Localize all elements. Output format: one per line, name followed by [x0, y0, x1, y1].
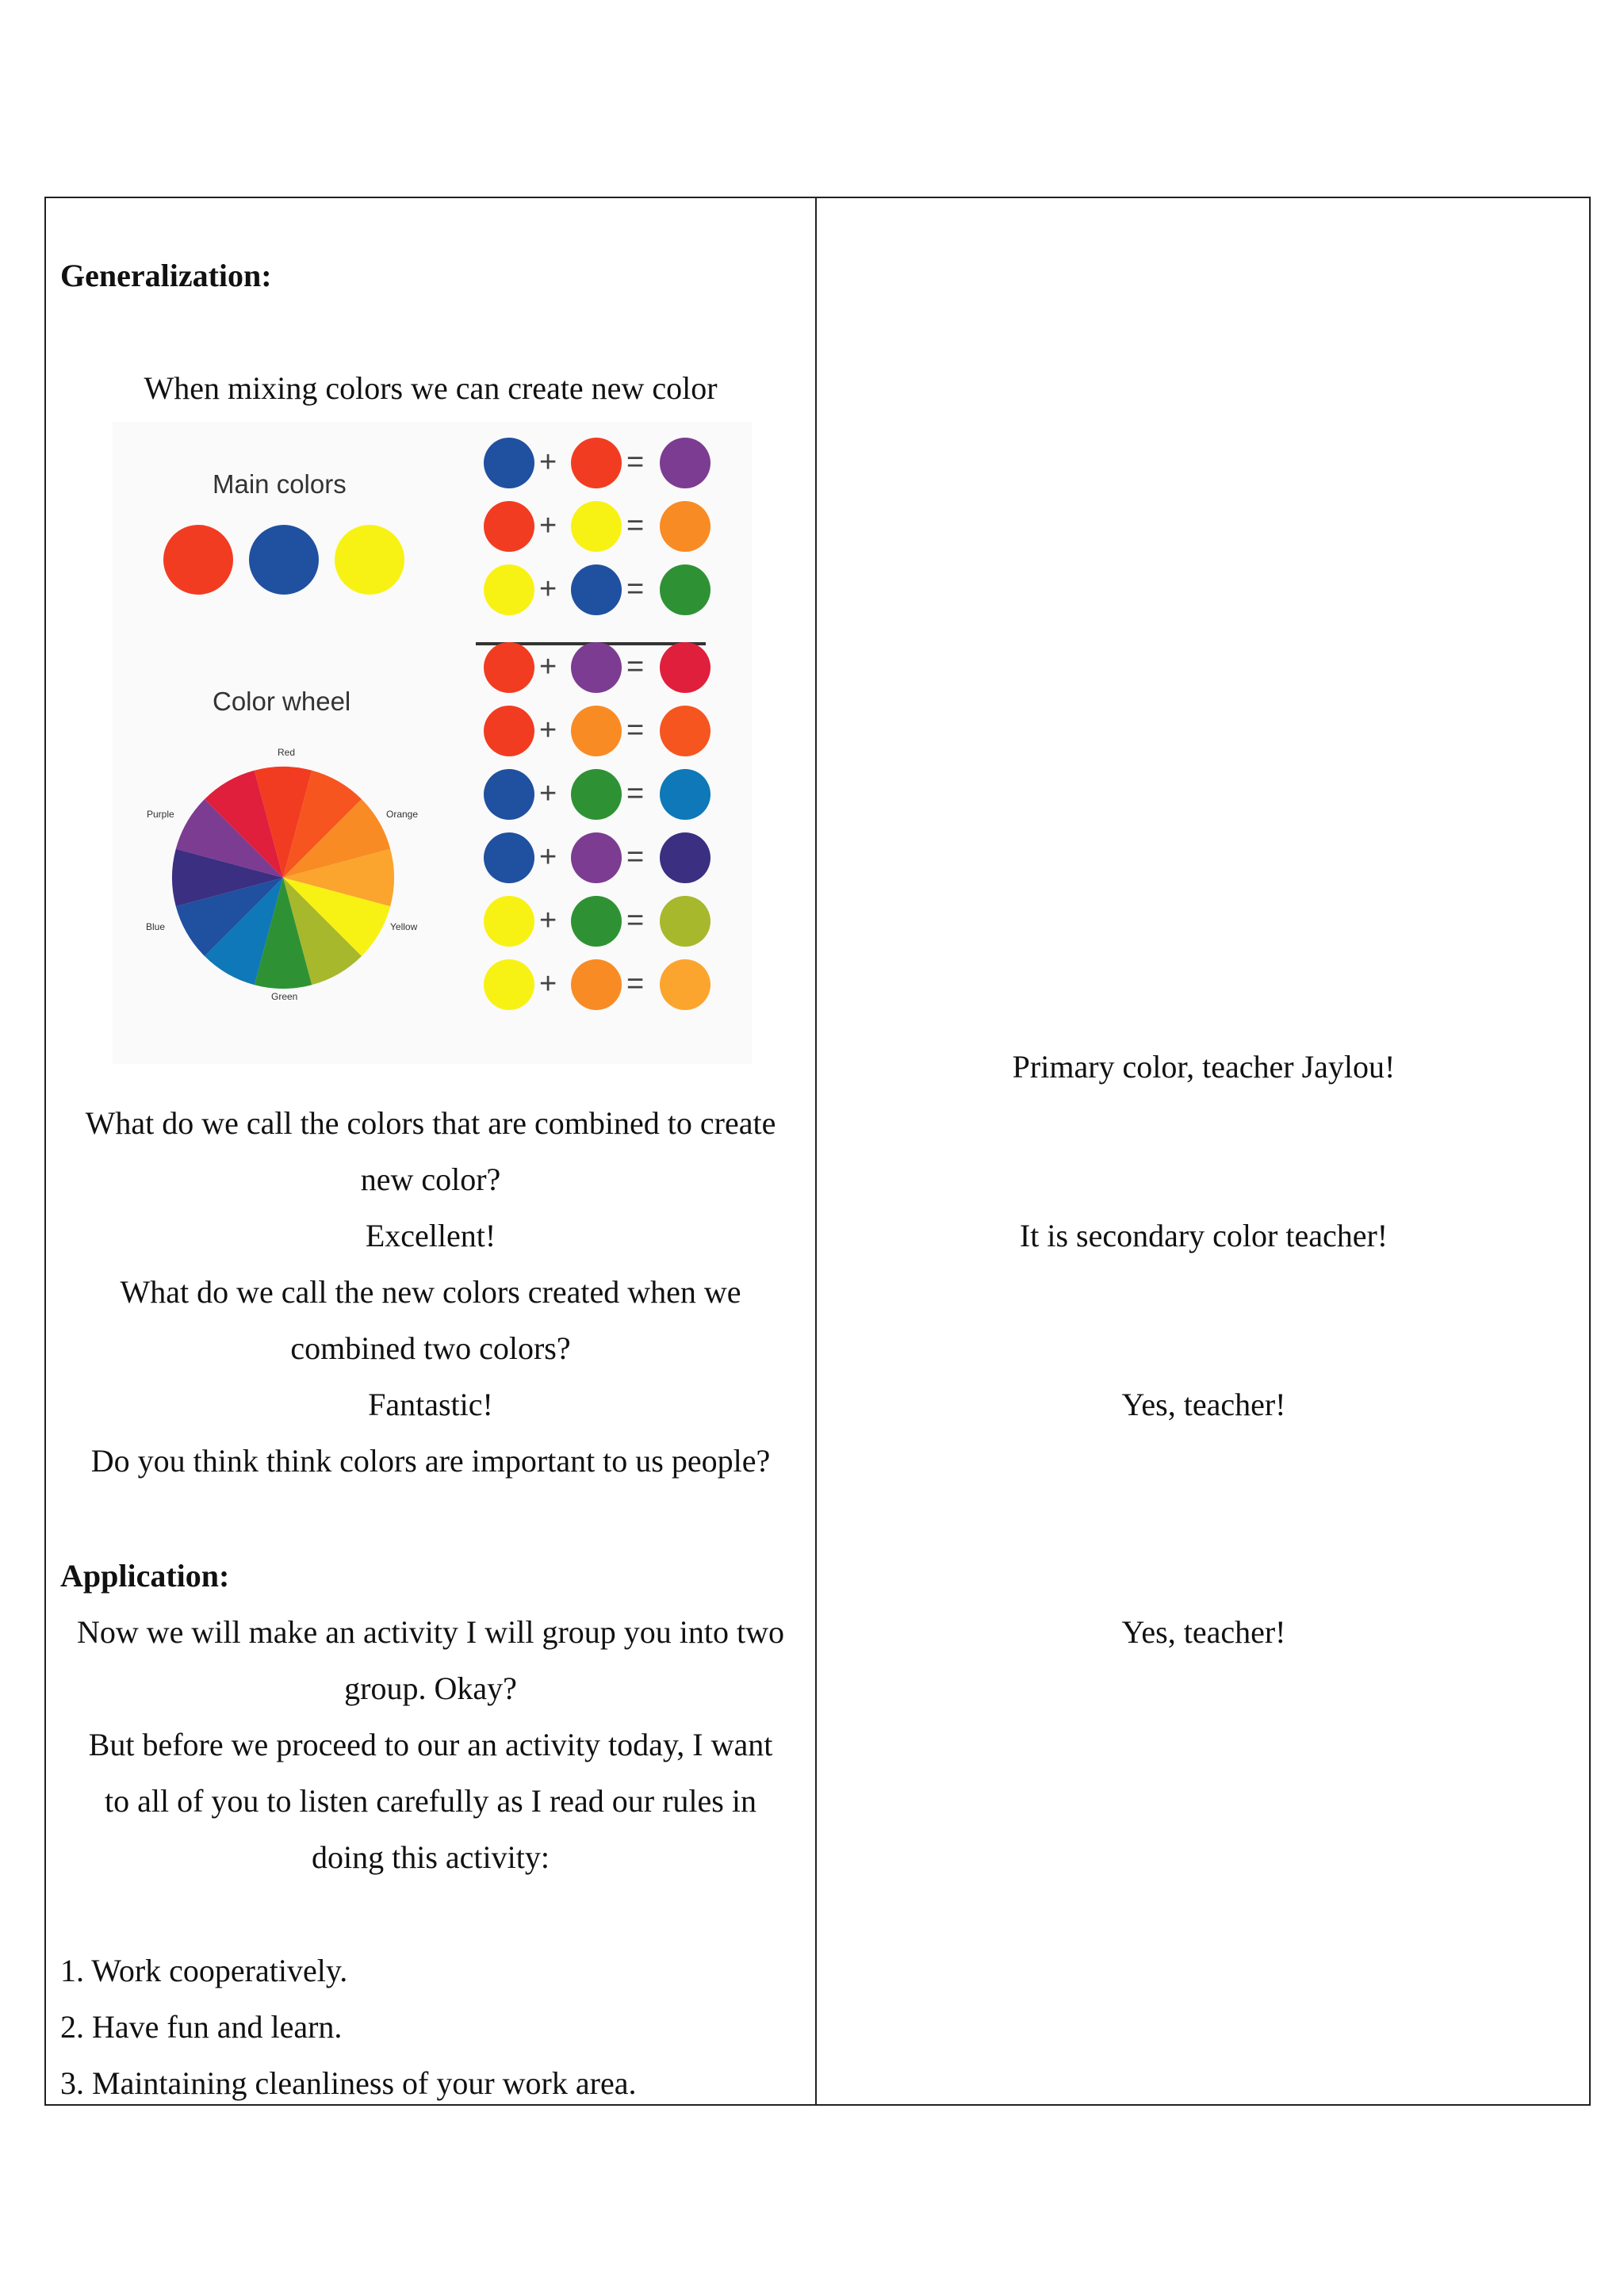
praise-fantastic: Fantastic! — [368, 1387, 493, 1422]
equals-sign: = — [626, 777, 645, 810]
generalization-heading: Generalization: — [60, 258, 272, 293]
mix-input-dot — [484, 438, 534, 488]
mix-input-dot — [484, 959, 534, 1010]
question-1-line-2: new color? — [360, 1161, 501, 1197]
color-mixing-figure — [113, 422, 752, 1064]
mix-result-dot — [660, 706, 710, 756]
rule-item: 3. Maintaining cleanliness of your work area. — [60, 2065, 637, 2101]
equals-sign: = — [626, 509, 645, 542]
wheel-label-orange: Orange — [386, 809, 419, 820]
wheel-label-yellow: Yellow — [390, 921, 418, 932]
mix-input-dot — [571, 896, 622, 947]
mix-input-dot — [571, 832, 622, 883]
praise-excellent: Excellent! — [365, 1218, 496, 1253]
application-line-1: Now we will make an activity I will group you into two — [76, 1614, 785, 1650]
plus-sign: + — [539, 509, 557, 542]
question-2-line-1: What do we call the new colors created when we — [120, 1274, 741, 1310]
mix-input-dot — [571, 564, 622, 615]
plus-sign: + — [539, 840, 557, 874]
mix-result-dot — [660, 564, 710, 615]
equals-sign: = — [626, 967, 645, 1001]
color-wheel-graphic — [113, 422, 752, 1064]
equals-sign: = — [626, 904, 645, 937]
equals-sign: = — [626, 714, 645, 747]
plus-sign: + — [539, 650, 557, 683]
mix-input-dot — [484, 706, 534, 756]
equals-sign: = — [626, 650, 645, 683]
mix-input-dot — [571, 438, 622, 488]
plus-sign: + — [539, 572, 557, 606]
color-wheel — [172, 767, 394, 989]
mix-input-dot — [571, 769, 622, 820]
wheel-label-red: Red — [278, 747, 296, 758]
plus-sign: + — [539, 904, 557, 937]
mix-input-dot — [484, 564, 534, 615]
mix-input-dot — [484, 832, 534, 883]
question-2-line-2: combined two colors? — [290, 1330, 571, 1366]
wheel-label-blue: Blue — [146, 921, 166, 932]
mix-result-dot — [660, 896, 710, 947]
main-color-dot — [249, 525, 319, 595]
equals-sign: = — [626, 572, 645, 606]
main-color-dot — [335, 525, 404, 595]
color-wheel-title: Color wheel — [213, 687, 351, 716]
main-colors-title: Main colors — [213, 469, 347, 499]
student-answer: Primary color, teacher Jaylou! — [1012, 1049, 1396, 1085]
mix-input-dot — [484, 642, 534, 693]
mix-result-dot — [660, 832, 710, 883]
student-answer: It is secondary color teacher! — [1019, 1218, 1388, 1253]
mix-input-dot — [484, 769, 534, 820]
mix-input-dot — [484, 501, 534, 552]
intro-text: When mixing colors we can create new color — [144, 370, 718, 406]
wheel-label-green: Green — [271, 991, 298, 1002]
column-divider — [815, 198, 817, 2104]
application-line-4: to all of you to listen carefully as I read our rules in — [105, 1783, 756, 1819]
plus-sign: + — [539, 714, 557, 747]
mix-input-dot — [571, 706, 622, 756]
student-answer: Yes, teacher! — [1121, 1387, 1286, 1422]
main-color-dot — [163, 525, 233, 595]
question-1-line-1: What do we call the colors that are combined to create — [85, 1105, 776, 1141]
equals-sign: = — [626, 446, 645, 479]
wheel-label-purple: Purple — [147, 809, 174, 820]
mix-input-dot — [571, 501, 622, 552]
rule-item: 2. Have fun and learn. — [60, 2009, 343, 2045]
application-heading: Application: — [60, 1558, 230, 1594]
plus-sign: + — [539, 777, 557, 810]
rule-item: 1. Work cooperatively. — [60, 1953, 348, 1988]
mix-result-dot — [660, 642, 710, 693]
mix-result-dot — [660, 438, 710, 488]
mix-input-dot — [571, 642, 622, 693]
mix-result-dot — [660, 959, 710, 1010]
mix-input-dot — [484, 896, 534, 947]
lesson-table — [44, 197, 1591, 2106]
application-line-2: group. Okay? — [344, 1670, 517, 1706]
plus-sign: + — [539, 446, 557, 479]
application-line-3: But before we proceed to our an activity today, I want — [88, 1727, 773, 1762]
mix-result-dot — [660, 769, 710, 820]
student-answer: Yes, teacher! — [1121, 1614, 1286, 1650]
mix-result-dot — [660, 501, 710, 552]
mix-input-dot — [571, 959, 622, 1010]
question-3: Do you think think colors are important to us people? — [90, 1443, 771, 1479]
plus-sign: + — [539, 967, 557, 1001]
application-line-5: doing this activity: — [312, 1839, 550, 1875]
equals-sign: = — [626, 840, 645, 874]
